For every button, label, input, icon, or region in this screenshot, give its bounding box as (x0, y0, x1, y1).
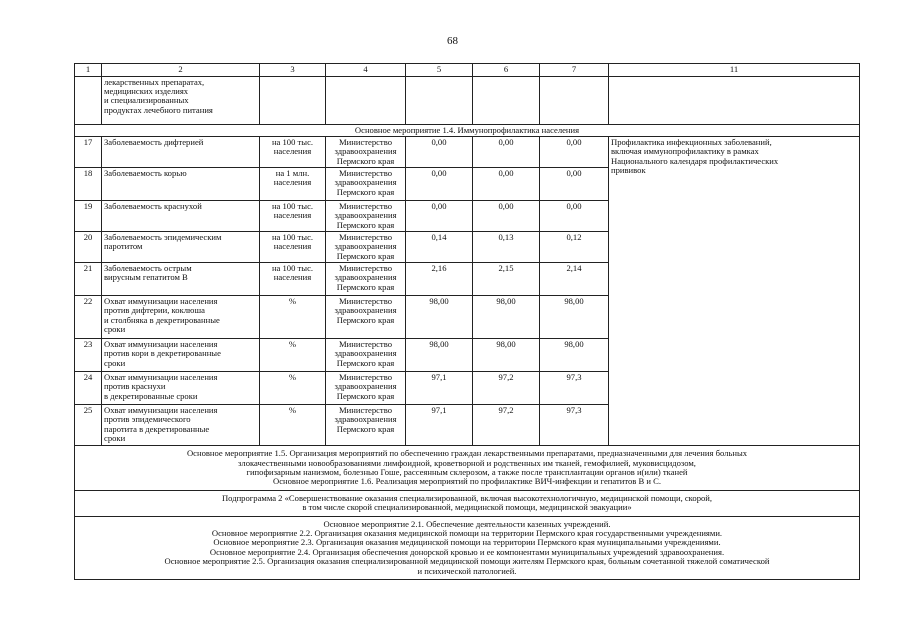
value-col5: 98,00 (406, 296, 473, 339)
value-col6: 97,2 (473, 405, 540, 446)
value-col6: 97,2 (473, 372, 540, 405)
indicator-name: Охват иммунизации населения против кори в декретированные сроки (102, 339, 260, 372)
column-header: 6 (473, 64, 540, 77)
indicator-name: Заболеваемость краснухой (102, 201, 260, 232)
value-col7: 97,3 (540, 372, 609, 405)
row-number: 20 (75, 232, 102, 263)
value-col6: 98,00 (473, 339, 540, 372)
value-col7: 0,12 (540, 232, 609, 263)
section-row (75, 125, 860, 137)
indicators-table (74, 63, 860, 580)
indicator-name: Охват иммунизации населения против краснухи в декретированные сроки (102, 372, 260, 405)
indicator-name: Заболеваемость острым вирусным гепатитом В (102, 263, 260, 296)
row-number: 21 (75, 263, 102, 296)
table-row (75, 137, 860, 168)
responsible-org: Министерство здравоохранения Пермского края (326, 232, 406, 263)
value-col7: 0,00 (540, 168, 609, 201)
value-col7: 97,3 (540, 405, 609, 446)
row-number: 23 (75, 339, 102, 372)
section-2-row (75, 516, 860, 579)
column-header-row (75, 64, 860, 77)
column-header: 3 (260, 64, 326, 77)
section-title-1-4: Основное мероприятие 1.4. Иммунопрофилактика населения (75, 125, 860, 137)
unit-cell: % (260, 372, 326, 405)
indicator-name: Заболеваемость корью (102, 168, 260, 201)
continuation-row (75, 77, 860, 125)
value-col6: 0,00 (473, 201, 540, 232)
expected-result-note: Профилактика инфекционных заболеваний, включая иммунопрофилактику в рамках Национального календаря профилактических прививок (609, 137, 860, 446)
responsible-org: Министерство здравоохранения Пермского края (326, 168, 406, 201)
row-number: 17 (75, 137, 102, 168)
value-col5: 0,14 (406, 232, 473, 263)
row-number: 24 (75, 372, 102, 405)
value-col5: 2,16 (406, 263, 473, 296)
unit-cell: % (260, 296, 326, 339)
section-1-5-row (75, 446, 860, 491)
unit-cell: на 100 тыс. населения (260, 263, 326, 296)
unit-cell: на 100 тыс. населения (260, 201, 326, 232)
page-number: 68 (447, 35, 458, 47)
value-col7: 98,00 (540, 339, 609, 372)
section-1-5-1-6-text: Основное мероприятие 1.5. Организация мероприятий по обеспечению граждан лекарственными препаратами, предназначенными для лечения больных злокачественными новообразованиями лимфоидной, кроветворной и родственных им тканей, гемофилией, муковисцидозом, гипофизарным нанизмом, болезнью Гоше, рассеянным склерозом, а также после трансплантации органов и(или) тканей Основное мероприятие 1.6. Реализация мероприятий по профилактике ВИЧ-инфекции и гепатитов В и С. (75, 446, 860, 491)
responsible-org: Министерство здравоохранения Пермского края (326, 263, 406, 296)
indicator-name: Охват иммунизации населения против дифтерии, коклюша и столбняка в декретированные сроки (102, 296, 260, 339)
column-header: 11 (609, 64, 860, 77)
column-header: 2 (102, 64, 260, 77)
subprogram-2-title: Подпрограмма 2 «Совершенствование оказания специализированной, включая высокотехнологичную, медицинской помощи, скорой, в том числе скорой специализированной, медицинской помощи, медицинской эвакуации» (75, 490, 860, 516)
continuation-text: лекарственных препаратах, медицинских изделиях и специализированных продуктах лечебного питания (102, 77, 260, 125)
unit-cell: на 1 млн. населения (260, 168, 326, 201)
value-col5: 97,1 (406, 372, 473, 405)
row-number: 19 (75, 201, 102, 232)
subprogram-2-row (75, 490, 860, 516)
indicator-name: Заболеваемость дифтерией (102, 137, 260, 168)
responsible-org: Министерство здравоохранения Пермского края (326, 405, 406, 446)
value-col6: 0,00 (473, 137, 540, 168)
value-col6: 98,00 (473, 296, 540, 339)
row-number: 22 (75, 296, 102, 339)
section-2-text: Основное мероприятие 2.1. Обеспечение деятельности казенных учреждений. Основное мероприятие 2.2. Организация оказания медицинской помощи на территории Пермского края государственными учреждениями. Основное мероприятие 2.3. Организация оказания медицинской помощи на территории Пермского края муниципальными учреждениями. Основное мероприятие 2.4. Организация обеспечения донорской кровью и ее компонентами муниципальных учреждений здравоохранения. Основное мероприятие 2.5. Организация оказания специализированной медицинской помощи жителям Пермского края, больным сочетанной тяжелой соматической и психической патологией. (75, 516, 860, 579)
column-header: 7 (540, 64, 609, 77)
value-col5: 0,00 (406, 137, 473, 168)
value-col7: 2,14 (540, 263, 609, 296)
value-col7: 0,00 (540, 201, 609, 232)
row-number: 25 (75, 405, 102, 446)
value-col7: 98,00 (540, 296, 609, 339)
value-col5: 98,00 (406, 339, 473, 372)
column-header: 5 (406, 64, 473, 77)
value-col5: 0,00 (406, 201, 473, 232)
row-number: 18 (75, 168, 102, 201)
value-col6: 2,15 (473, 263, 540, 296)
responsible-org: Министерство здравоохранения Пермского края (326, 372, 406, 405)
value-col6: 0,13 (473, 232, 540, 263)
unit-cell: % (260, 405, 326, 446)
value-col6: 0,00 (473, 168, 540, 201)
indicator-name: Заболеваемость эпидемическим паротитом (102, 232, 260, 263)
responsible-org: Министерство здравоохранения Пермского края (326, 296, 406, 339)
responsible-org: Министерство здравоохранения Пермского края (326, 201, 406, 232)
value-col5: 0,00 (406, 168, 473, 201)
unit-cell: на 100 тыс. населения (260, 232, 326, 263)
column-header: 4 (326, 64, 406, 77)
value-col5: 97,1 (406, 405, 473, 446)
indicator-name: Охват иммунизации населения против эпидемического паротита в декретированные сроки (102, 405, 260, 446)
responsible-org: Министерство здравоохранения Пермского края (326, 137, 406, 168)
unit-cell: % (260, 339, 326, 372)
value-col7: 0,00 (540, 137, 609, 168)
unit-cell: на 100 тыс. населения (260, 137, 326, 168)
responsible-org: Министерство здравоохранения Пермского края (326, 339, 406, 372)
column-header: 1 (75, 64, 102, 77)
